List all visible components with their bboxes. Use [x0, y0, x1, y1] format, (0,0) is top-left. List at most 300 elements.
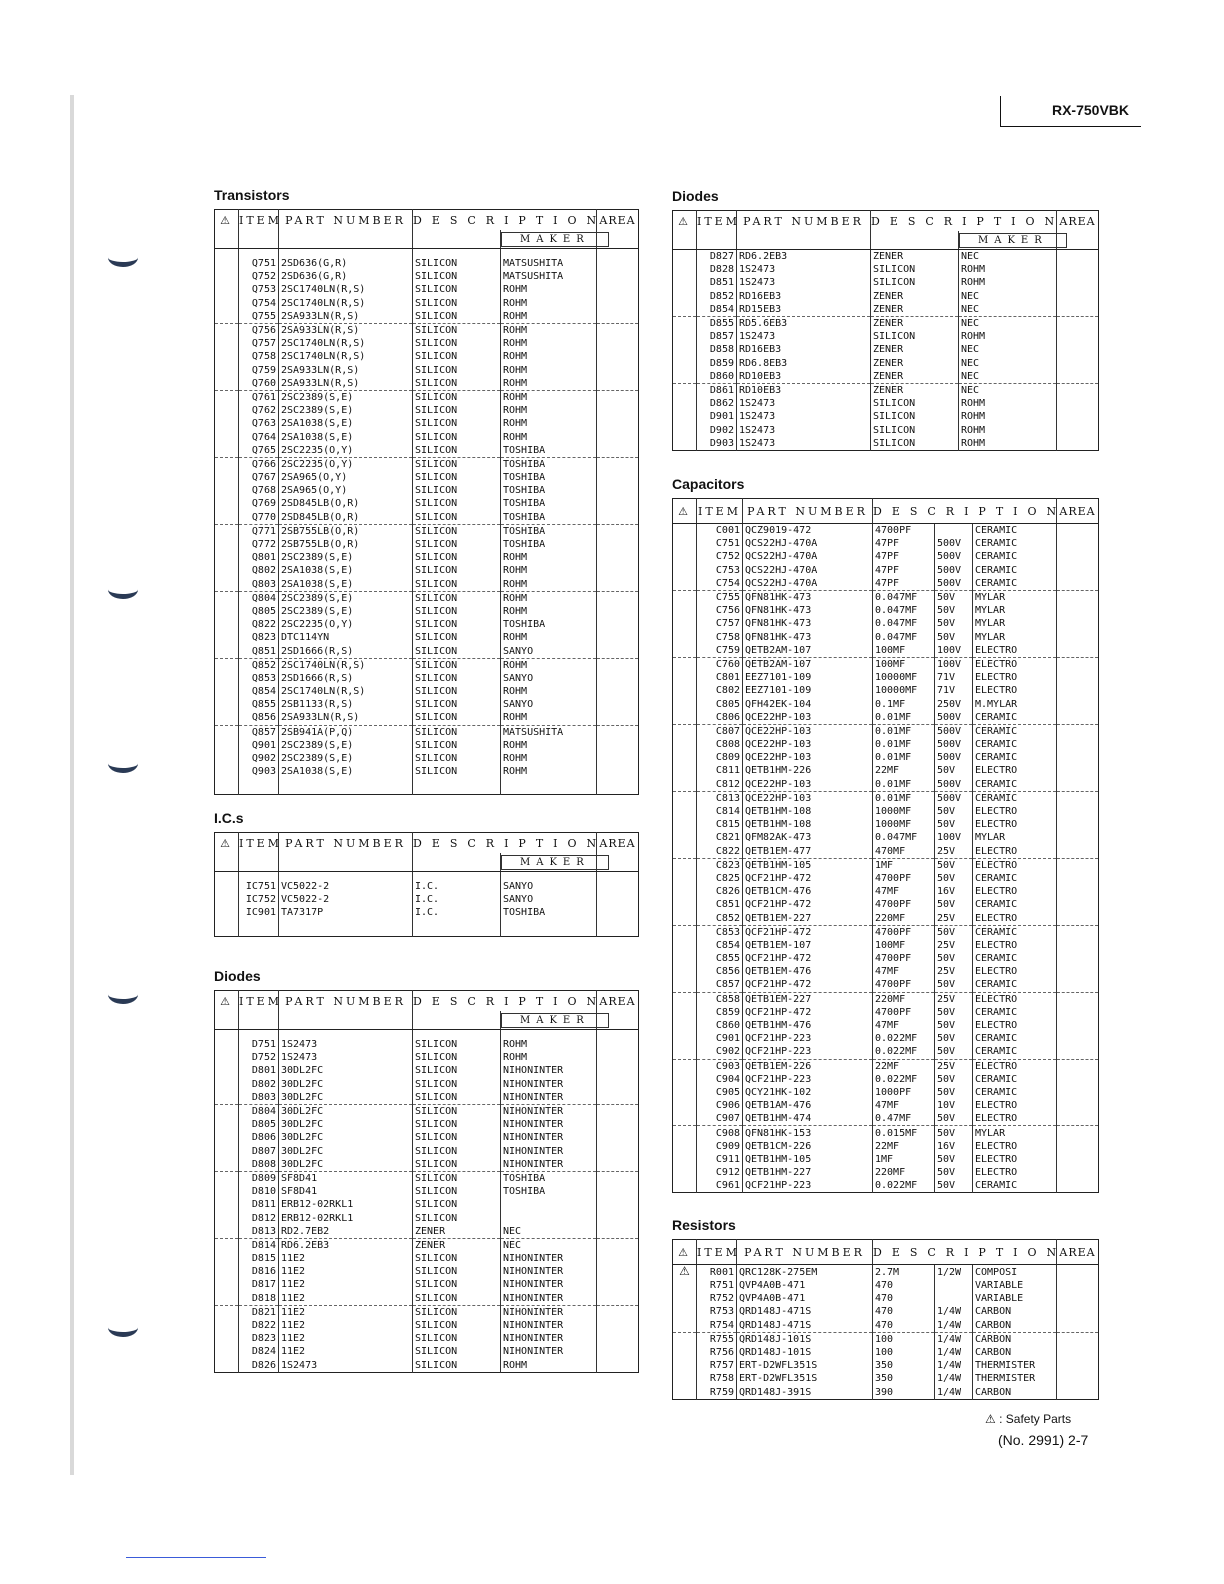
maker-cell: SANYO [501, 880, 597, 893]
area-cell [597, 1238, 639, 1252]
spacer-cell [413, 778, 501, 795]
area-cell [1057, 1032, 1099, 1045]
col-description: DESCRIPTION [413, 833, 597, 854]
area-cell [1057, 1305, 1099, 1318]
safety-mark-cell [215, 631, 239, 644]
maker-cell: ROHM [501, 337, 597, 350]
rating-cell: 100V [935, 657, 973, 671]
item-cell: R757 [697, 1359, 737, 1372]
description-cell: ZENER [871, 370, 959, 384]
item-cell: C815 [697, 818, 743, 831]
part-number-cell: 11E2 [279, 1265, 413, 1278]
table-row [215, 511, 639, 525]
type-cell: CERAMIC [973, 724, 1057, 738]
table-row [673, 437, 1099, 451]
area-cell [597, 644, 639, 658]
safety-mark-cell [673, 1305, 697, 1318]
diodes-section-right [672, 188, 1099, 451]
table-row [673, 617, 1099, 630]
safety-mark-cell [673, 818, 697, 831]
type-cell: COMPOSI [973, 1265, 1057, 1280]
maker-cell: NIHONINTER [501, 1158, 597, 1172]
value-cell: 100 [873, 1346, 935, 1359]
type-cell: MYLAR [973, 604, 1057, 617]
safety-mark-cell [673, 952, 697, 965]
item-cell: Q762 [239, 404, 279, 417]
header-spacer [413, 853, 501, 872]
safety-mark-cell [673, 357, 697, 370]
value-cell: 0.022MF [873, 1032, 935, 1045]
safety-mark-cell [673, 1372, 697, 1385]
part-number-cell: QRD148J-101S [737, 1346, 873, 1359]
part-number-cell: QCE22HP-103 [743, 724, 873, 738]
item-cell: Q765 [239, 444, 279, 458]
item-cell: D824 [239, 1345, 279, 1358]
area-cell [597, 605, 639, 618]
area-cell [597, 1252, 639, 1265]
safety-mark-cell [673, 1073, 697, 1086]
value-cell: 1000PF [873, 1086, 935, 1099]
type-cell: ELECTRO [973, 818, 1057, 831]
safety-mark-cell [673, 316, 697, 330]
part-number-cell: QETB1HM-108 [743, 818, 873, 831]
safety-mark-cell [673, 1126, 697, 1140]
maker-cell: SANYO [501, 698, 597, 711]
safety-mark-cell [673, 617, 697, 630]
description-cell: SILICON [413, 297, 501, 310]
table-row [673, 805, 1099, 818]
part-number-cell: 2SA933LN(R,S) [279, 364, 413, 377]
type-cell: CERAMIC [973, 1045, 1057, 1059]
rating-cell: 50V [935, 590, 973, 604]
part-number-cell: 30DL2FC [279, 1118, 413, 1131]
area-cell [597, 1278, 639, 1291]
item-cell: C751 [697, 537, 743, 550]
item-cell: C857 [697, 978, 743, 992]
type-cell: CARBON [973, 1346, 1057, 1359]
section-title: Diodes [672, 188, 719, 204]
col-description: DESCRIPTION [873, 1240, 1057, 1265]
value-cell: 350 [873, 1359, 935, 1372]
area-cell [1057, 711, 1099, 725]
type-cell: CERAMIC [973, 978, 1057, 992]
spacer-cell [413, 872, 501, 881]
safety-mark-cell [673, 965, 697, 978]
table-row [673, 1265, 1099, 1280]
area-cell [1057, 1179, 1099, 1193]
table-row [215, 564, 639, 577]
part-number-cell: QETB1HM-226 [743, 764, 873, 777]
table-row [215, 1078, 639, 1091]
safety-mark-cell [673, 1032, 697, 1045]
safety-mark-cell [215, 417, 239, 430]
maker-cell: ROHM [501, 752, 597, 765]
area-cell [1057, 724, 1099, 738]
part-number-cell: 2SB755LB(O,R) [279, 538, 413, 551]
maker-cell [501, 1211, 597, 1224]
description-cell: ZENER [413, 1238, 501, 1252]
spacer-cell [239, 1030, 279, 1039]
area-cell [597, 698, 639, 711]
area-cell [1057, 911, 1099, 925]
area-cell [1057, 939, 1099, 952]
area-cell [597, 1051, 639, 1064]
part-number-cell: QFN81HK-473 [743, 631, 873, 644]
table-row [215, 1332, 639, 1345]
description-cell: SILICON [413, 1292, 501, 1306]
item-cell: C809 [697, 751, 743, 764]
value-cell: 47PF [873, 564, 935, 577]
area-cell [1057, 577, 1099, 591]
header-spacer [215, 853, 239, 872]
rating-cell: 1/2W [935, 1265, 973, 1280]
value-cell: 47MF [873, 1099, 935, 1112]
safety-mark-cell [673, 276, 697, 289]
col-maker: MAKER [501, 1013, 609, 1028]
part-number-cell: QETB1EM-226 [743, 1059, 873, 1073]
safety-mark-cell [215, 297, 239, 310]
rating-cell: 50V [935, 617, 973, 630]
item-cell: Q767 [239, 471, 279, 484]
transistors-section [214, 187, 639, 795]
part-number-cell: 2SA1038(S,E) [279, 564, 413, 577]
area-cell [597, 685, 639, 698]
col-item: ITEM [697, 211, 737, 232]
spacer-cell [279, 249, 413, 258]
value-cell: 470 [873, 1305, 935, 1318]
spacer-cell [215, 872, 239, 881]
description-cell: SILICON [413, 1359, 501, 1373]
maker-cell: NEC [959, 357, 1057, 370]
part-number-cell: RD15EB3 [737, 303, 871, 317]
type-cell: CARBON [973, 1386, 1057, 1400]
warn-icon: ⚠ [673, 1240, 697, 1265]
area-cell [1057, 805, 1099, 818]
col-description: DESCRIPTION [871, 211, 1057, 232]
maker-cell: ROHM [959, 437, 1057, 451]
part-number-cell: 2SC2389(S,E) [279, 591, 413, 605]
description-cell: SILICON [413, 752, 501, 765]
maker-cell: NEC [959, 370, 1057, 384]
area-cell [1057, 978, 1099, 992]
item-cell: Q753 [239, 283, 279, 296]
part-number-cell: 1S2473 [737, 330, 871, 343]
table-row [673, 1166, 1099, 1179]
part-number-cell: QCF21HP-472 [743, 925, 873, 939]
safety-mark-cell [673, 684, 697, 697]
part-number-cell: QETB1EM-476 [743, 965, 873, 978]
part-number-cell: ERB12-02RKL1 [279, 1198, 413, 1211]
part-number-cell: QCF21HP-472 [743, 898, 873, 911]
safety-mark-cell [215, 1171, 239, 1185]
area-cell [1057, 965, 1099, 978]
area-cell [1057, 818, 1099, 831]
item-cell: Q823 [239, 631, 279, 644]
description-cell: SILICON [413, 471, 501, 484]
part-number-cell: 1S2473 [737, 276, 871, 289]
part-number-cell: 2SC1740LN(R,S) [279, 297, 413, 310]
area-cell [597, 350, 639, 363]
type-cell: CERAMIC [973, 898, 1057, 911]
table-row [215, 497, 639, 510]
part-number-cell: 2SB941A(P,Q) [279, 725, 413, 739]
safety-mark-cell [215, 1104, 239, 1118]
item-cell: D857 [697, 330, 737, 343]
rating-cell: 500V [935, 751, 973, 764]
item-cell: C858 [697, 992, 743, 1006]
item-cell: C851 [697, 898, 743, 911]
warn-icon: ⚠ [220, 836, 233, 850]
spacer-cell [501, 1030, 597, 1039]
area-cell [597, 1145, 639, 1158]
item-cell: D806 [239, 1131, 279, 1144]
table-row [673, 992, 1099, 1006]
table-row [673, 831, 1099, 844]
table-row [673, 965, 1099, 978]
safety-mark-cell [215, 497, 239, 510]
item-cell: R759 [697, 1386, 737, 1400]
maker-cell: ROHM [501, 765, 597, 778]
part-number-cell: QFN81HK-473 [743, 604, 873, 617]
item-cell: Q764 [239, 430, 279, 443]
item-cell: Q760 [239, 377, 279, 391]
item-cell: IC752 [239, 893, 279, 906]
safety-mark-cell [215, 364, 239, 377]
item-cell: D808 [239, 1158, 279, 1172]
value-cell: 0.047MF [873, 831, 935, 844]
value-cell: 220MF [873, 992, 935, 1006]
area-cell [1057, 410, 1099, 423]
area-cell [1057, 1045, 1099, 1059]
description-cell: SILICON [413, 658, 501, 672]
spacer-cell [279, 872, 413, 881]
safety-mark-cell [215, 1305, 239, 1319]
table-row [673, 1006, 1099, 1019]
area-cell [1057, 1292, 1099, 1305]
maker-cell: NIHONINTER [501, 1319, 597, 1332]
spacer-row [215, 1030, 639, 1039]
area-cell [1057, 1372, 1099, 1385]
item-cell: D803 [239, 1091, 279, 1105]
maker-cell: TOSHIBA [501, 618, 597, 631]
part-number-cell: QCZ9019-472 [743, 524, 873, 538]
safety-mark-cell [215, 551, 239, 564]
section-title: Capacitors [672, 476, 745, 492]
part-number-cell: QETB1HM-476 [743, 1019, 873, 1032]
table-row [215, 880, 639, 893]
area-cell [1057, 671, 1099, 684]
warn-icon: ⚠ [679, 1264, 690, 1278]
value-cell: 22MF [873, 1059, 935, 1073]
area-cell [1057, 330, 1099, 343]
spacer-cell [279, 920, 413, 937]
area-cell [597, 1211, 639, 1224]
safety-mark-cell [215, 1078, 239, 1091]
safety-mark-cell [673, 738, 697, 751]
rating-cell: 50V [935, 1112, 973, 1126]
safety-mark-cell [673, 644, 697, 658]
part-number-cell: QCY21HK-102 [743, 1086, 873, 1099]
rating-cell: 50V [935, 1166, 973, 1179]
col-part-number: PART NUMBER [279, 991, 413, 1012]
table-row [215, 711, 639, 725]
item-cell: C813 [697, 791, 743, 805]
rating-cell: 50V [935, 898, 973, 911]
table-row [673, 939, 1099, 952]
table-row [215, 1238, 639, 1252]
table-row [673, 1099, 1099, 1112]
area-cell [1057, 831, 1099, 844]
maker-cell: ROHM [501, 1051, 597, 1064]
area-cell [597, 270, 639, 283]
item-cell: Q770 [239, 511, 279, 525]
table-row [673, 423, 1099, 436]
area-cell [597, 1131, 639, 1144]
table-row [673, 370, 1099, 384]
item-cell: C807 [697, 724, 743, 738]
section-title: Transistors [214, 187, 290, 203]
safety-mark-cell [673, 671, 697, 684]
table-row [215, 1211, 639, 1224]
area-cell [597, 893, 639, 906]
area-cell [597, 1332, 639, 1345]
part-number-cell: 11E2 [279, 1292, 413, 1306]
table-row [673, 357, 1099, 370]
safety-mark-cell [673, 845, 697, 859]
area-cell [597, 672, 639, 685]
type-cell: CERAMIC [973, 1179, 1057, 1193]
description-cell: SILICON [413, 685, 501, 698]
part-number-cell: 2SA965(O,Y) [279, 484, 413, 497]
item-cell: D859 [697, 357, 737, 370]
rating-cell: 50V [935, 872, 973, 885]
type-cell: ELECTRO [973, 1059, 1057, 1073]
item-cell: C757 [697, 617, 743, 630]
area-cell [597, 430, 639, 443]
part-number-cell: RD6.8EB3 [737, 357, 871, 370]
part-number-cell: QFH42EK-104 [743, 697, 873, 710]
item-cell: C759 [697, 644, 743, 658]
value-cell: 1000MF [873, 818, 935, 831]
safety-mark-cell [673, 1346, 697, 1359]
maker-cell: TOSHIBA [501, 906, 597, 919]
table-row [673, 1292, 1099, 1305]
type-cell: ELECTRO [973, 992, 1057, 1006]
value-cell: 47PF [873, 577, 935, 591]
col-part-number: PART NUMBER [279, 833, 413, 854]
type-cell: MYLAR [973, 617, 1057, 630]
maker-cell: ROHM [501, 417, 597, 430]
description-cell: ZENER [871, 343, 959, 356]
part-number-cell: RD5.6EB3 [737, 316, 871, 330]
table-row [673, 383, 1099, 397]
item-cell: D855 [697, 316, 737, 330]
item-cell: C903 [697, 1059, 743, 1073]
part-number-cell: 30DL2FC [279, 1078, 413, 1091]
rating-cell: 10V [935, 1099, 973, 1112]
safety-mark-cell [673, 1292, 697, 1305]
safety-mark-cell [215, 605, 239, 618]
item-cell: C826 [697, 885, 743, 898]
part-number-cell: QETB1EM-227 [743, 992, 873, 1006]
maker-cell: SANYO [501, 644, 597, 658]
spacer-cell [215, 1030, 239, 1039]
part-number-cell: QETB1HM-227 [743, 1166, 873, 1179]
safety-mark-cell [673, 697, 697, 710]
maker-cell: NEC [959, 316, 1057, 330]
item-cell: C860 [697, 1019, 743, 1032]
type-cell: ELECTRO [973, 1153, 1057, 1166]
description-cell: SILICON [413, 310, 501, 324]
item-cell: Q857 [239, 725, 279, 739]
maker-cell: NEC [959, 290, 1057, 303]
item-cell: Q853 [239, 672, 279, 685]
safety-mark-cell [673, 1086, 697, 1099]
spacer-cell [215, 249, 239, 258]
capacitors-table [672, 498, 1099, 1193]
item-cell: D804 [239, 1104, 279, 1118]
description-cell: SILICON [413, 1064, 501, 1077]
part-number-cell: QETB1EM-227 [743, 911, 873, 925]
part-number-cell: 2SC2389(S,E) [279, 390, 413, 404]
area-cell [597, 1091, 639, 1105]
value-cell: 220MF [873, 1166, 935, 1179]
safety-mark-cell [673, 303, 697, 317]
area-cell [1057, 644, 1099, 658]
value-cell: 100MF [873, 644, 935, 658]
table-row [215, 270, 639, 283]
resistors-table [672, 1239, 1099, 1400]
col-description: DESCRIPTION [413, 991, 597, 1012]
table-row [215, 1185, 639, 1198]
part-number-cell: SF8D41 [279, 1171, 413, 1185]
type-cell: ELECTRO [973, 671, 1057, 684]
part-number-cell: 11E2 [279, 1345, 413, 1358]
description-cell: SILICON [413, 1104, 501, 1118]
item-cell: Q855 [239, 698, 279, 711]
part-number-cell: 11E2 [279, 1305, 413, 1319]
maker-cell: SANYO [501, 672, 597, 685]
maker-cell: NIHONINTER [501, 1078, 597, 1091]
item-cell: Q903 [239, 765, 279, 778]
diodes-table-right [672, 210, 1099, 451]
item-cell: R756 [697, 1346, 737, 1359]
type-cell: CERAMIC [973, 738, 1057, 751]
col-description: DESCRIPTION [873, 499, 1057, 524]
item-cell: D821 [239, 1305, 279, 1319]
value-cell: 47MF [873, 885, 935, 898]
description-cell: SILICON [413, 1145, 501, 1158]
value-cell: 4700PF [873, 952, 935, 965]
safety-mark-cell [673, 1359, 697, 1372]
table-row [673, 537, 1099, 550]
safety-mark-cell [673, 939, 697, 952]
item-cell: C808 [697, 738, 743, 751]
safety-mark-cell [673, 1059, 697, 1073]
maker-cell: NIHONINTER [501, 1278, 597, 1291]
item-cell: C852 [697, 911, 743, 925]
type-cell: MYLAR [973, 1126, 1057, 1140]
area-cell [1057, 383, 1099, 397]
item-cell: Q758 [239, 350, 279, 363]
description-cell: SILICON [413, 484, 501, 497]
header-box [1000, 96, 1141, 127]
type-cell: CERAMIC [973, 1086, 1057, 1099]
description-cell: SILICON [413, 337, 501, 350]
area-cell [1057, 370, 1099, 384]
type-cell: CERAMIC [973, 537, 1057, 550]
area-cell [1057, 1112, 1099, 1126]
